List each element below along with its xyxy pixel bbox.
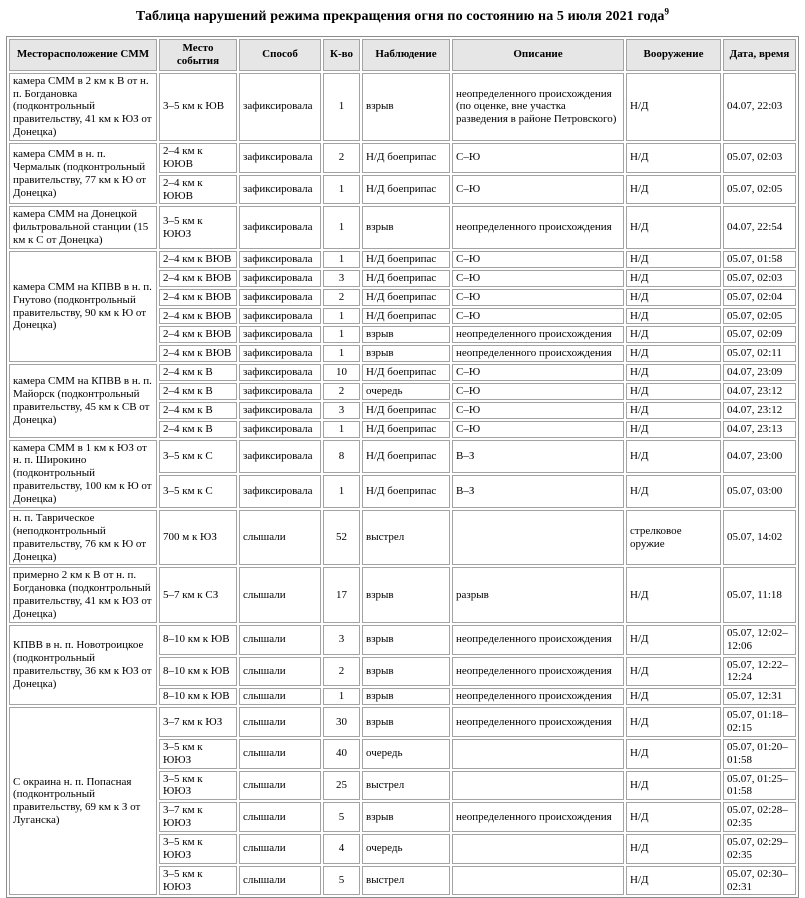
column-header-5: Описание: [452, 39, 624, 71]
table-row: [9, 364, 796, 381]
weapon-cell: Н/Д: [626, 143, 721, 173]
weapon-cell: Н/Д: [626, 73, 721, 141]
event-place-cell: 2–4 км к В: [159, 421, 237, 438]
count-cell: 1: [323, 175, 360, 205]
datetime-cell: 05.07, 01:58: [723, 251, 796, 268]
weapon-cell: Н/Д: [626, 802, 721, 832]
header-row: [9, 39, 796, 71]
description-cell: неопределенного происхождения: [452, 625, 624, 655]
title-footnote-ref: 9: [664, 6, 670, 17]
weapon-cell: Н/Д: [626, 475, 721, 508]
datetime-cell: 05.07, 02:11: [723, 345, 796, 362]
table-header: [9, 39, 796, 71]
description-cell: [452, 834, 624, 864]
location-cell: примерно 2 км к В от н. п. Богдановка (подконтрольный правительству, 41 км к ЮЗ от Донецка): [9, 567, 157, 622]
description-cell: [452, 510, 624, 565]
description-cell: В–З: [452, 440, 624, 473]
observation-cell: взрыв: [362, 73, 450, 141]
observation-cell: Н/Д боеприпас: [362, 440, 450, 473]
description-cell: неопределенного происхождения: [452, 326, 624, 343]
datetime-cell: 04.07, 23:12: [723, 402, 796, 419]
count-cell: 25: [323, 771, 360, 801]
weapon-cell: Н/Д: [626, 206, 721, 249]
table-row: [9, 510, 796, 565]
weapon-cell: Н/Д: [626, 345, 721, 362]
observation-cell: выстрел: [362, 771, 450, 801]
method-cell: зафиксировала: [239, 402, 321, 419]
event-place-cell: 3–5 км к ЮВ: [159, 73, 237, 141]
observation-cell: Н/Д боеприпас: [362, 402, 450, 419]
method-cell: зафиксировала: [239, 383, 321, 400]
method-cell: слышали: [239, 802, 321, 832]
description-cell: С–Ю: [452, 289, 624, 306]
weapon-cell: Н/Д: [626, 270, 721, 287]
event-place-cell: 2–4 км к ВЮВ: [159, 308, 237, 325]
location-cell: н. п. Таврическое (неподконтрольный правительству, 76 км к Ю от Донецка): [9, 510, 157, 565]
weapon-cell: Н/Д: [626, 834, 721, 864]
event-place-cell: 2–4 км к В: [159, 402, 237, 419]
description-cell: неопределенного происхождения: [452, 345, 624, 362]
observation-cell: взрыв: [362, 567, 450, 622]
weapon-cell: Н/Д: [626, 421, 721, 438]
observation-cell: Н/Д боеприпас: [362, 308, 450, 325]
datetime-cell: 04.07, 23:09: [723, 364, 796, 381]
method-cell: слышали: [239, 834, 321, 864]
description-cell: С–Ю: [452, 402, 624, 419]
count-cell: 10: [323, 364, 360, 381]
method-cell: зафиксировала: [239, 440, 321, 473]
weapon-cell: Н/Д: [626, 440, 721, 473]
datetime-cell: 05.07, 02:09: [723, 326, 796, 343]
description-cell: неопределенного происхождения: [452, 206, 624, 249]
description-cell: С–Ю: [452, 270, 624, 287]
description-cell: С–Ю: [452, 364, 624, 381]
weapon-cell: стрелковое оружие: [626, 510, 721, 565]
description-cell: С–Ю: [452, 421, 624, 438]
column-header-3: К-во: [323, 39, 360, 71]
count-cell: 17: [323, 567, 360, 622]
event-place-cell: 2–4 км к ВЮВ: [159, 270, 237, 287]
count-cell: 40: [323, 739, 360, 769]
observation-cell: очередь: [362, 834, 450, 864]
weapon-cell: Н/Д: [626, 383, 721, 400]
weapon-cell: Н/Д: [626, 289, 721, 306]
weapon-cell: Н/Д: [626, 567, 721, 622]
event-place-cell: 3–7 км к ЮЮЗ: [159, 802, 237, 832]
datetime-cell: 05.07, 01:18–02:15: [723, 707, 796, 737]
weapon-cell: Н/Д: [626, 625, 721, 655]
method-cell: зафиксировала: [239, 421, 321, 438]
event-place-cell: 3–5 км к ЮЮЗ: [159, 771, 237, 801]
datetime-cell: 05.07, 02:30–02:31: [723, 866, 796, 896]
count-cell: 8: [323, 440, 360, 473]
description-cell: [452, 739, 624, 769]
datetime-cell: 05.07, 01:25–01:58: [723, 771, 796, 801]
observation-cell: взрыв: [362, 206, 450, 249]
observation-cell: очередь: [362, 739, 450, 769]
count-cell: 5: [323, 866, 360, 896]
count-cell: 1: [323, 475, 360, 508]
page-title: [4, 6, 801, 25]
observation-cell: Н/Д боеприпас: [362, 364, 450, 381]
count-cell: 2: [323, 143, 360, 173]
count-cell: 2: [323, 289, 360, 306]
table-row: [9, 707, 796, 737]
event-place-cell: 8–10 км к ЮВ: [159, 657, 237, 687]
observation-cell: очередь: [362, 383, 450, 400]
event-place-cell: 2–4 км к ВЮВ: [159, 289, 237, 306]
description-cell: неопределенного происхождения: [452, 688, 624, 705]
event-place-cell: 3–5 км к ЮЮЗ: [159, 834, 237, 864]
event-place-cell: 2–4 км к ВЮВ: [159, 326, 237, 343]
event-place-cell: 5–7 км к СЗ: [159, 567, 237, 622]
table-row: [9, 625, 796, 655]
weapon-cell: Н/Д: [626, 402, 721, 419]
observation-cell: взрыв: [362, 707, 450, 737]
event-place-cell: 3–5 км к ЮЮЗ: [159, 206, 237, 249]
event-place-cell: 2–4 км к ВЮВ: [159, 251, 237, 268]
method-cell: зафиксировала: [239, 175, 321, 205]
column-header-2: Способ: [239, 39, 321, 71]
event-place-cell: 3–5 км к С: [159, 440, 237, 473]
count-cell: 2: [323, 657, 360, 687]
location-cell: КПВВ в н. п. Новотроицкое (подконтрольный правительству, 36 км к ЮЗ от Донецка): [9, 625, 157, 705]
event-place-cell: 2–4 км к ВЮВ: [159, 345, 237, 362]
datetime-cell: 05.07, 02:03: [723, 270, 796, 287]
method-cell: зафиксировала: [239, 326, 321, 343]
observation-cell: Н/Д боеприпас: [362, 175, 450, 205]
location-cell: С окраина н. п. Попасная (подконтрольный правительству, 69 км к З от Луганска): [9, 707, 157, 895]
method-cell: зафиксировала: [239, 270, 321, 287]
datetime-cell: 05.07, 02:29–02:35: [723, 834, 796, 864]
method-cell: слышали: [239, 625, 321, 655]
count-cell: 1: [323, 421, 360, 438]
datetime-cell: 04.07, 22:03: [723, 73, 796, 141]
weapon-cell: Н/Д: [626, 739, 721, 769]
datetime-cell: 05.07, 12:31: [723, 688, 796, 705]
datetime-cell: 04.07, 22:54: [723, 206, 796, 249]
column-header-7: Дата, время: [723, 39, 796, 71]
weapon-cell: Н/Д: [626, 707, 721, 737]
description-cell: неопределенного происхождения: [452, 707, 624, 737]
method-cell: зафиксировала: [239, 364, 321, 381]
observation-cell: взрыв: [362, 802, 450, 832]
count-cell: 52: [323, 510, 360, 565]
weapon-cell: Н/Д: [626, 364, 721, 381]
observation-cell: Н/Д боеприпас: [362, 289, 450, 306]
weapon-cell: Н/Д: [626, 308, 721, 325]
location-cell: камера СММ на КПВВ в н. п. Майорск (подконтрольный правительству, 45 км к СВ от Донецка): [9, 364, 157, 437]
method-cell: зафиксировала: [239, 251, 321, 268]
datetime-cell: 05.07, 12:22–12:24: [723, 657, 796, 687]
description-cell: С–Ю: [452, 175, 624, 205]
method-cell: зафиксировала: [239, 73, 321, 141]
weapon-cell: Н/Д: [626, 688, 721, 705]
datetime-cell: 05.07, 14:02: [723, 510, 796, 565]
weapon-cell: Н/Д: [626, 251, 721, 268]
count-cell: 1: [323, 206, 360, 249]
description-cell: [452, 866, 624, 896]
table-row: [9, 251, 796, 268]
description-cell: В–З: [452, 475, 624, 508]
page-title-text: Таблица нарушений режима прекращения огня по состоянию на 5 июля 2021 года: [135, 9, 665, 24]
datetime-cell: 04.07, 23:12: [723, 383, 796, 400]
count-cell: 4: [323, 834, 360, 864]
column-header-1: Место события: [159, 39, 237, 71]
column-header-0: Месторасположение СММ: [9, 39, 157, 71]
description-cell: С–Ю: [452, 308, 624, 325]
method-cell: слышали: [239, 771, 321, 801]
weapon-cell: Н/Д: [626, 175, 721, 205]
count-cell: 1: [323, 251, 360, 268]
description-cell: неопределенного происхождения: [452, 802, 624, 832]
weapon-cell: Н/Д: [626, 326, 721, 343]
method-cell: слышали: [239, 688, 321, 705]
event-place-cell: 8–10 км к ЮВ: [159, 688, 237, 705]
observation-cell: выстрел: [362, 866, 450, 896]
datetime-cell: 05.07, 02:05: [723, 175, 796, 205]
datetime-cell: 05.07, 02:28–02:35: [723, 802, 796, 832]
table-row: [9, 73, 796, 141]
event-place-cell: 2–4 км к В: [159, 364, 237, 381]
event-place-cell: 700 м к ЮЗ: [159, 510, 237, 565]
count-cell: 1: [323, 326, 360, 343]
count-cell: 3: [323, 625, 360, 655]
datetime-cell: 04.07, 23:00: [723, 440, 796, 473]
event-place-cell: 8–10 км к ЮВ: [159, 625, 237, 655]
observation-cell: Н/Д боеприпас: [362, 270, 450, 287]
datetime-cell: 05.07, 02:04: [723, 289, 796, 306]
event-place-cell: 3–5 км к ЮЮЗ: [159, 739, 237, 769]
datetime-cell: 05.07, 02:03: [723, 143, 796, 173]
event-place-cell: 2–4 км к ЮЮВ: [159, 143, 237, 173]
method-cell: слышали: [239, 707, 321, 737]
description-cell: С–Ю: [452, 143, 624, 173]
datetime-cell: 05.07, 01:20–01:58: [723, 739, 796, 769]
observation-cell: взрыв: [362, 326, 450, 343]
description-cell: С–Ю: [452, 383, 624, 400]
count-cell: 5: [323, 802, 360, 832]
event-place-cell: 3–7 км к ЮЗ: [159, 707, 237, 737]
method-cell: зафиксировала: [239, 345, 321, 362]
method-cell: зафиксировала: [239, 143, 321, 173]
description-cell: неопределенного происхождения: [452, 657, 624, 687]
table-row: [9, 567, 796, 622]
table-row: [9, 206, 796, 249]
event-place-cell: 2–4 км к ЮЮВ: [159, 175, 237, 205]
datetime-cell: 04.07, 23:13: [723, 421, 796, 438]
description-cell: С–Ю: [452, 251, 624, 268]
count-cell: 1: [323, 308, 360, 325]
method-cell: зафиксировала: [239, 308, 321, 325]
observation-cell: взрыв: [362, 688, 450, 705]
observation-cell: Н/Д боеприпас: [362, 475, 450, 508]
weapon-cell: Н/Д: [626, 866, 721, 896]
description-cell: разрыв: [452, 567, 624, 622]
column-header-4: Наблюдение: [362, 39, 450, 71]
observation-cell: взрыв: [362, 345, 450, 362]
count-cell: 30: [323, 707, 360, 737]
event-place-cell: 2–4 км к В: [159, 383, 237, 400]
description-cell: [452, 771, 624, 801]
method-cell: слышали: [239, 567, 321, 622]
method-cell: слышали: [239, 510, 321, 565]
ceasefire-violations-table: [6, 36, 799, 898]
location-cell: камера СММ в 1 км к ЮЗ от н. п. Широкино (подконтрольный правительству, 100 км к Ю от Донецка): [9, 440, 157, 508]
table-row: [9, 440, 796, 473]
table-row: [9, 143, 796, 173]
datetime-cell: 05.07, 02:05: [723, 308, 796, 325]
count-cell: 2: [323, 383, 360, 400]
observation-cell: выстрел: [362, 510, 450, 565]
table-body: [9, 73, 796, 896]
method-cell: слышали: [239, 739, 321, 769]
datetime-cell: 05.07, 03:00: [723, 475, 796, 508]
location-cell: камера СММ в 2 км к В от н. п. Богдановка (подконтрольный правительству, 41 км к ЮЗ от Донецка): [9, 73, 157, 141]
event-place-cell: 3–5 км к С: [159, 475, 237, 508]
method-cell: слышали: [239, 866, 321, 896]
count-cell: 1: [323, 345, 360, 362]
method-cell: зафиксировала: [239, 206, 321, 249]
location-cell: камера СММ в н. п. Чермалык (подконтрольный правительству, 77 км к Ю от Донецка): [9, 143, 157, 204]
observation-cell: взрыв: [362, 657, 450, 687]
observation-cell: Н/Д боеприпас: [362, 421, 450, 438]
location-cell: камера СММ на КПВВ в н. п. Гнутово (подконтрольный правительству, 90 км к Ю от Донецка): [9, 251, 157, 362]
method-cell: зафиксировала: [239, 289, 321, 306]
count-cell: 3: [323, 270, 360, 287]
count-cell: 1: [323, 73, 360, 141]
column-header-6: Вооружение: [626, 39, 721, 71]
observation-cell: взрыв: [362, 625, 450, 655]
datetime-cell: 05.07, 11:18: [723, 567, 796, 622]
method-cell: слышали: [239, 657, 321, 687]
method-cell: зафиксировала: [239, 475, 321, 508]
description-cell: неопределенного происхождения (по оценке, вне участка разведения в районе Петровского): [452, 73, 624, 141]
location-cell: камера СММ на Донецкой фильтровальной станции (15 км к С от Донецка): [9, 206, 157, 249]
observation-cell: Н/Д боеприпас: [362, 143, 450, 173]
count-cell: 1: [323, 688, 360, 705]
datetime-cell: 05.07, 12:02–12:06: [723, 625, 796, 655]
weapon-cell: Н/Д: [626, 771, 721, 801]
observation-cell: Н/Д боеприпас: [362, 251, 450, 268]
event-place-cell: 3–5 км к ЮЮЗ: [159, 866, 237, 896]
weapon-cell: Н/Д: [626, 657, 721, 687]
count-cell: 3: [323, 402, 360, 419]
